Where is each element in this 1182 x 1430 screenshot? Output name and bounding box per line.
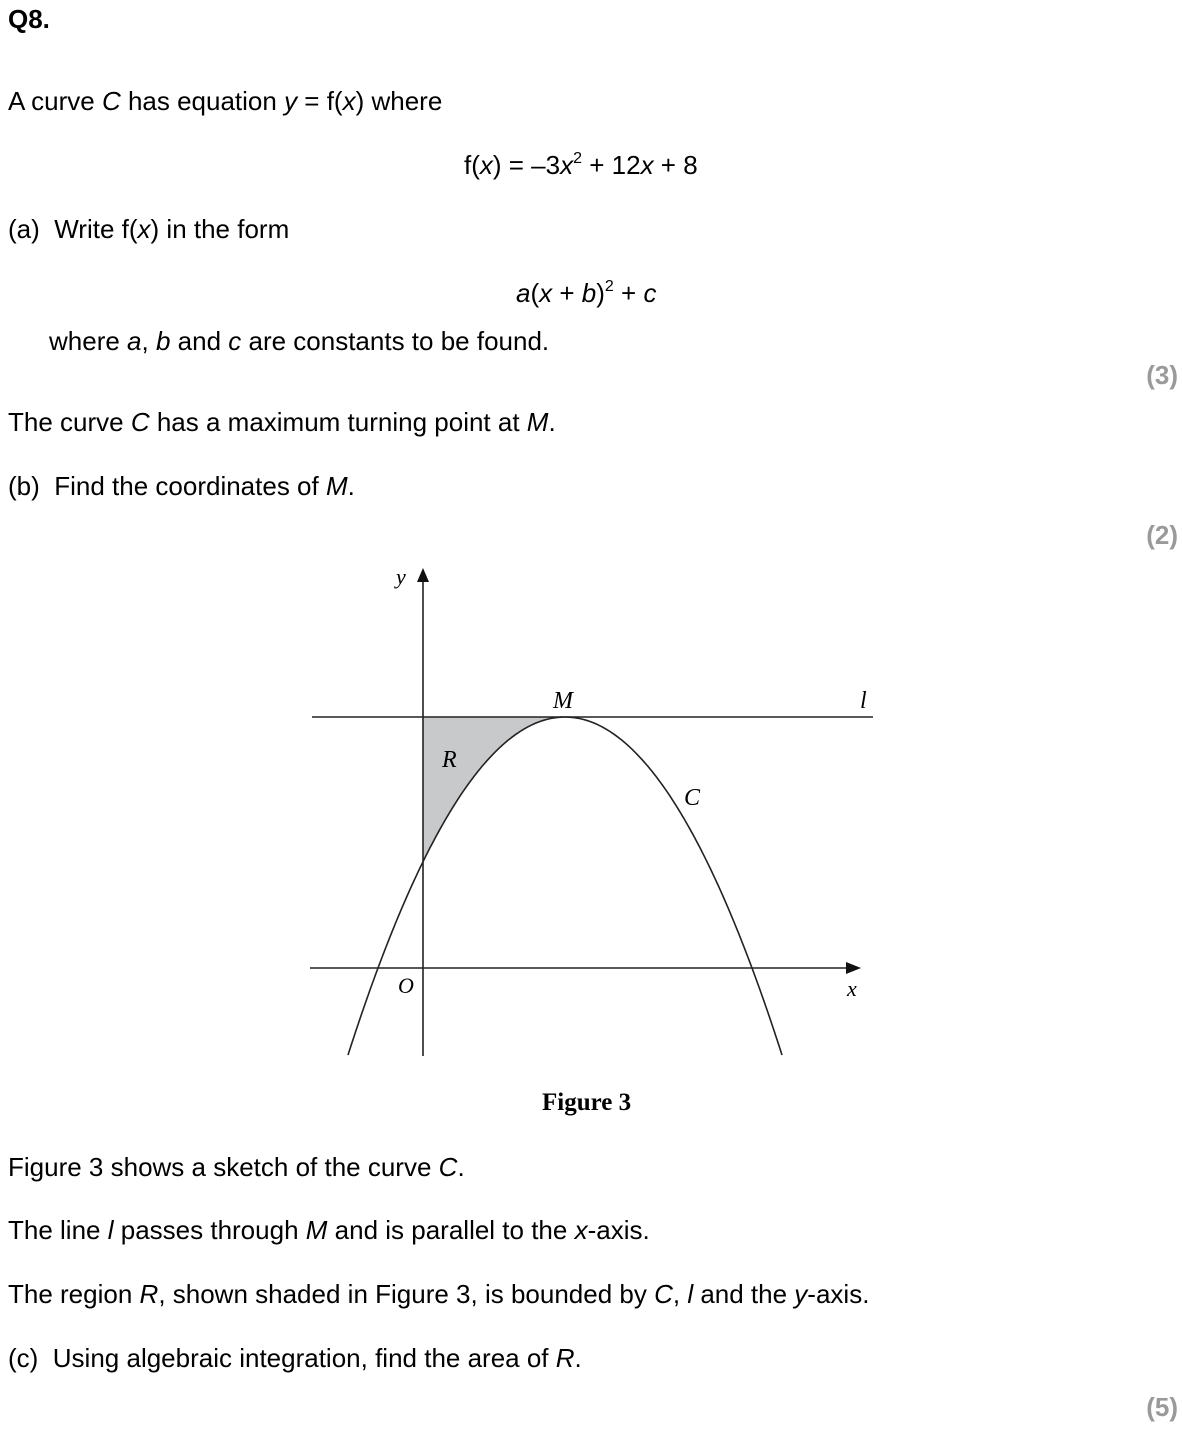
curve-c	[348, 717, 782, 1055]
x-axis-arrow	[846, 962, 861, 974]
completed-square-form: $a(x + b)^2 + c$	[516, 278, 657, 308]
part-a-prompt: (a) Write f(x) in the form	[8, 214, 290, 244]
x-axis-label: x	[847, 976, 857, 1001]
part-a-marks: (3)	[1146, 360, 1178, 390]
region-r-statement: The region R, shown shaded in Figure 3, is bounded by C, l and the y-axis.	[8, 1279, 870, 1309]
line-l-statement: The line l passes through M and is parallel to the x-axis.	[8, 1215, 650, 1245]
part-c-marks: (5)	[1146, 1392, 1178, 1422]
function-equation: $f(x) = -3x^2 + 12x + 8$	[464, 150, 698, 180]
figure-caption: Figure 3	[542, 1089, 632, 1116]
part-b-label: (b)	[8, 471, 40, 501]
turning-point-statement: The curve C has a maximum turning point at M.	[8, 407, 556, 437]
line-l-label: l	[860, 688, 867, 714]
part-a-label: (a)	[8, 214, 40, 244]
intro-text: A curve C has equation y = f(x) where	[8, 86, 443, 116]
question-number: Q8.	[8, 4, 50, 34]
figure-description: Figure 3 shows a sketch of the curve C.	[8, 1152, 465, 1182]
part-a-constants-note: where a, b and c are constants to be found.	[49, 326, 550, 356]
part-b-prompt: (b) Find the coordinates of M.	[8, 471, 355, 501]
origin-label: O	[398, 973, 414, 998]
y-axis-label: y	[396, 564, 406, 589]
region-r-shading	[423, 717, 565, 862]
part-b-marks: (2)	[1146, 520, 1178, 550]
point-m-label: M	[553, 688, 573, 714]
part-c-label: (c)	[8, 1343, 39, 1373]
curve-c-label: C	[684, 785, 701, 811]
region-r-label: R	[442, 747, 457, 773]
part-c-prompt: (c) Using algebraic integration, find the area of R.	[8, 1343, 582, 1373]
y-axis-arrow	[417, 568, 429, 582]
